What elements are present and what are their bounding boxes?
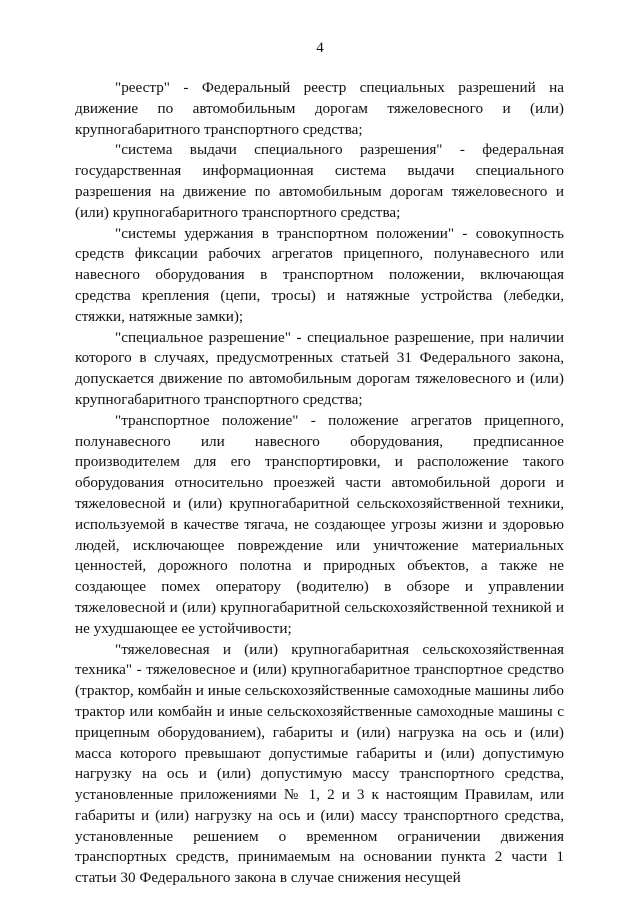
document-body bbox=[75, 78, 564, 889]
definition-paragraph-reestr: "реестр" - Федеральный реестр специальных разрешений на движение по автомобильным дорогам тяжеловесного и (или) крупногабаритного транспортного средства; bbox=[75, 79, 564, 138]
definition-paragraph-transportnoe-polozhenie: "транспортное положение" - положение агрегатов прицепного, полунавесного или навесного оборудования, предписанное производителем для его транспортировки, и расположение такого оборудования относительно проезжей части автомобильной дороги и тяжеловесной и (или) крупногабаритной сельскохозяйственной техники, используемой в качестве тягача, не создающее угрозы жизни и здоровью людей, исключающее повреждение или уничтожение материальных ценностей, дорожного полотна и природных объектов, а также не создающее помех оператору (водителю) в обзоре и управлении тяжеловесной и (или) крупногабаритной сельскохозяйственной техникой и не ухудшающее ее устойчивости; bbox=[75, 411, 564, 637]
definition-paragraph-specialnoe-razreshenie: "специальное разрешение" - специальное разрешение, при наличии которого в случаях, предусмотренных статьей 31 Федерального закона, допускается движение по автомобильным дорогам тяжеловесного и (или) крупногабаритного транспортного средства; bbox=[75, 328, 564, 408]
definition-paragraph-tyazhelovesnaya-tehnika: "тяжеловесная и (или) крупногабаритная сельскохозяйственная техника" - тяжеловесное и (или) крупногабаритное транспортное средство (трактор, комбайн и иные сельскохозяйственные самоходные машины либо трактор или комбайн и иные сельскохозяйственные самоходные машины с прицепным оборудованием), габариты и (или) нагрузка на ось и (или) масса которого превышают допустимые габариты и (или) допустимую нагрузку на ось и (или) допустимую массу транспортного средства, установленные приложениями № 1, 2 и 3 к настоящим Правилам, или габариты и (или) нагрузку на ось и (или) массу транспортного средства, установленные решением о временном ограничении движения транспортных средств, принимаемым на основании пункта 2 части 1 статьи 30 Федерального закона в случае снижения несущей bbox=[75, 640, 564, 887]
definition-paragraph-sistemy-uderzhaniya: "системы удержания в транспортном положении" - совокупность средств фиксации рабочих агрегатов прицепного, полунавесного или навесного оборудования в транспортном положении, включающая средства крепления (цепи, тросы) и натяжные устройства (лебедки, стяжки, натяжные замки); bbox=[75, 224, 564, 325]
definition-paragraph-sistema-vydachi: "система выдачи специального разрешения" - федеральная государственная информационная система выдачи специального разрешения на движение по автомобильным дорогам тяжеловесного и (или) крупногабаритного транспортного средства; bbox=[75, 141, 564, 221]
page-number: 4 bbox=[316, 40, 324, 56]
